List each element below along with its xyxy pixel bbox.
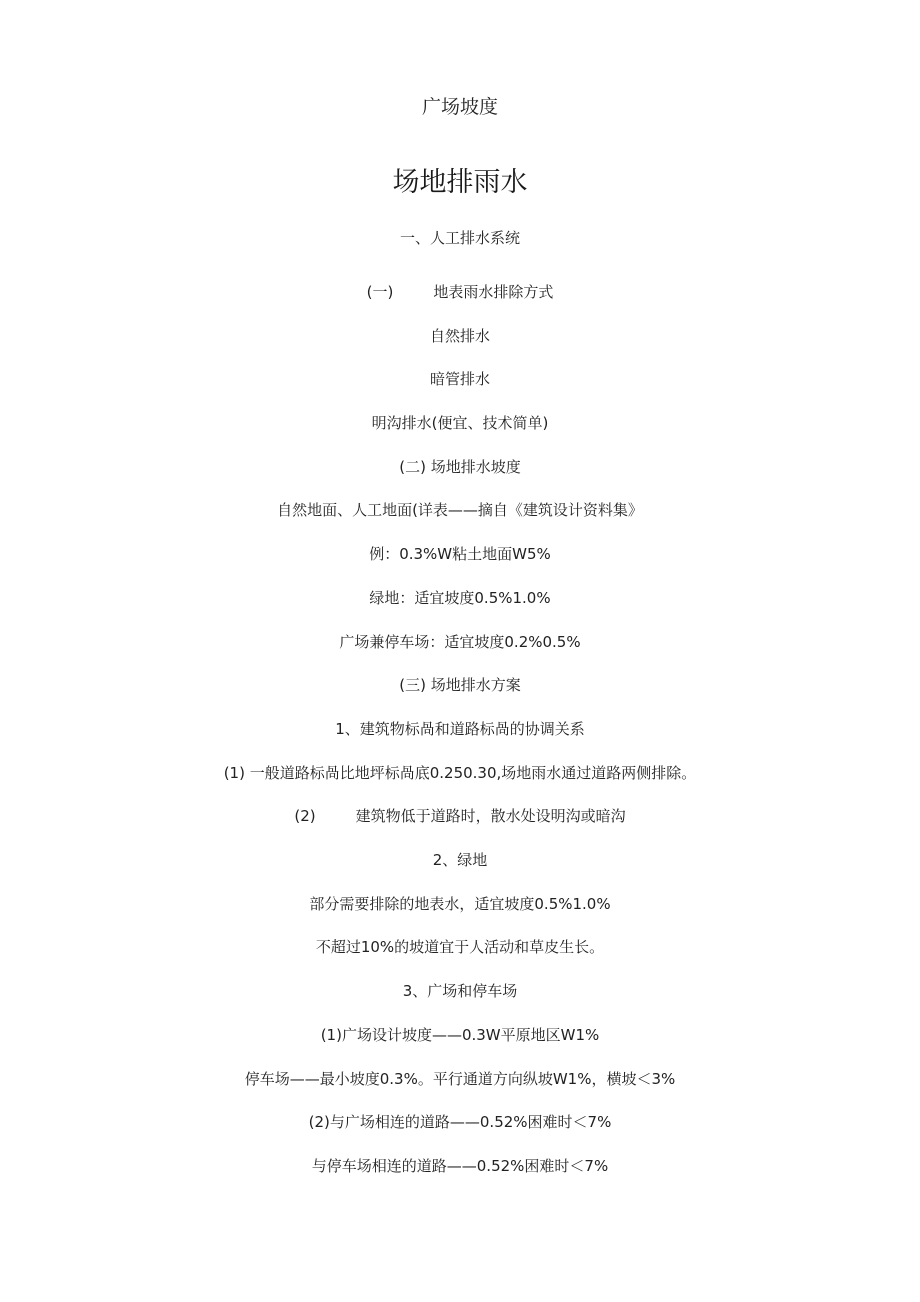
point-1-2-label: (2) (294, 807, 316, 825)
slope-source-line: 自然地面、人工地面(详表——摘自《建筑设计资料集》 (277, 501, 643, 519)
slope-green-line: 绿地：适宜坡度0.5%1.0% (369, 589, 551, 607)
green-drain-line: 部分需要排除的地表水，适宜坡度0.5%1.0% (309, 895, 611, 913)
slope-plaza-parking-line: 广场兼停车场：适宜坡度0.2%0.5% (339, 633, 581, 651)
document-title: 场地排雨水 (392, 167, 528, 198)
plaza-slope-line: (1)广场设计坡度——0.3W平原地区W1% (320, 1026, 600, 1044)
parking-slope-line: 停车场——最小坡度0.3%。平行通道方向纵坡W1%，横坡＜3% (244, 1070, 676, 1088)
point-1-1-line: (1) 一般道路标咼比地坪标咼底0.250.30,场地雨水通过道路两侧排除。 (223, 764, 697, 782)
plaza-road-line: (2)与广场相连的道路——0.52%困难时＜7% (308, 1113, 612, 1131)
point-2-heading: 2、绿地 (432, 851, 488, 869)
section-heading: 一、人工排水系统 (399, 229, 520, 247)
subsection-heading-1 (0, 282, 920, 302)
parking-road-line: 与停车场相连的道路——0.52%困难时＜7% (311, 1157, 609, 1175)
drain-method-natural: 自然排水 (429, 327, 490, 345)
subsection-label: (一) (366, 283, 394, 301)
subsection-heading-2: (二) 场地排水坡度 (399, 458, 521, 476)
drain-method-pipe: 暗管排水 (429, 370, 490, 388)
point-1-2-line (0, 806, 920, 826)
subsection-heading-3: (三) 场地排水方案 (399, 676, 521, 694)
point-1-heading: 1、建筑物标咼和道路标咼的协调关系 (335, 720, 585, 738)
subsection-text: 地表雨水排除方式 (433, 283, 554, 301)
page-header: 广场坡度 (421, 96, 498, 118)
point-3-heading: 3、广场和停车场 (402, 982, 518, 1000)
slope-example-line: 例：0.3%W粘土地面W5% (369, 545, 551, 563)
point-1-2-text: 建筑物低于道路时，散水处设明沟或暗沟 (355, 807, 626, 825)
green-limit-line: 不超过10%的坡道宜于人活动和草皮生长。 (315, 938, 605, 956)
drain-method-ditch: 明沟排水(便宜、技术简单) (371, 414, 549, 432)
